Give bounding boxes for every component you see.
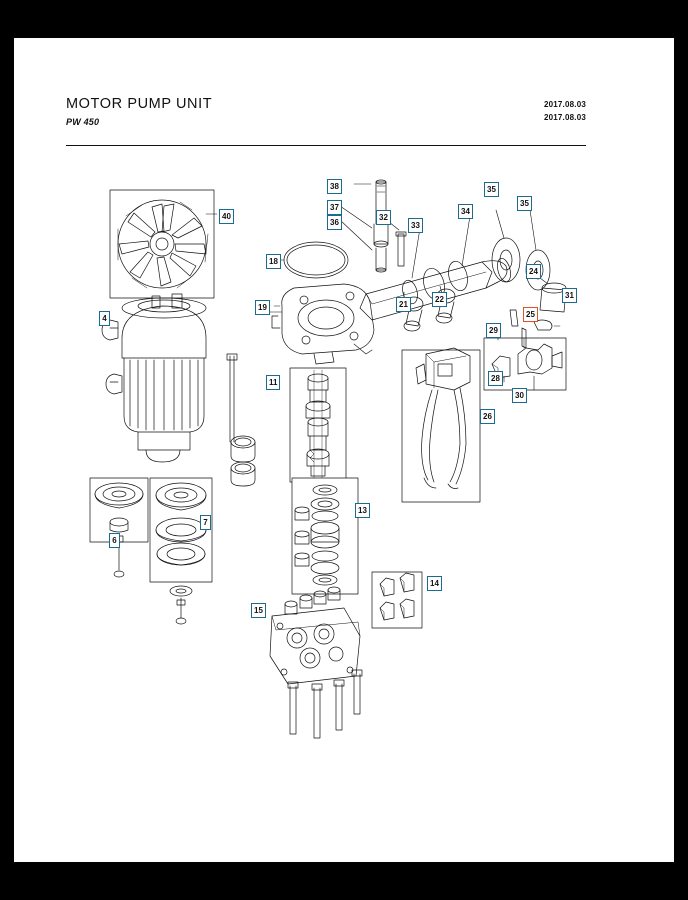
part-hose-assembly-26 [402,348,488,502]
part-plunger-group-13 [292,478,358,594]
callout-24[interactable]: 24 [526,264,541,279]
callout-35-left[interactable]: 35 [484,182,499,197]
callout-28[interactable]: 28 [488,371,503,386]
callout-31[interactable]: 31 [562,288,577,303]
date-primary: 2017.08.03 [543,100,586,109]
callout-7[interactable]: 7 [200,515,211,530]
callout-21[interactable]: 21 [396,297,411,312]
callout-26[interactable]: 26 [480,409,495,424]
model-subtitle: PW 450 [66,117,100,127]
callout-30[interactable]: 30 [512,388,527,403]
part-top-column [340,180,388,272]
part-pump-head-15 [270,587,362,738]
part-pin-32 [389,222,406,266]
callout-29[interactable]: 29 [486,323,501,338]
part-seal-kit-7 [150,478,212,624]
page-title: MOTOR PUMP UNIT [66,96,213,112]
part-fan-40 [110,190,217,298]
callout-34[interactable]: 34 [458,204,473,219]
callout-13[interactable]: 13 [355,503,370,518]
part-fittings-14 [372,572,422,628]
callout-32[interactable]: 32 [376,210,391,225]
callout-25[interactable]: 25 [523,307,538,322]
callout-19[interactable]: 19 [255,300,270,315]
callout-22[interactable]: 22 [432,292,447,307]
date-secondary: 2017.08.03 [543,113,586,122]
callout-36[interactable]: 36 [327,215,342,230]
callout-15[interactable]: 15 [251,603,266,618]
part-oring-18 [272,242,348,278]
callout-40[interactable]: 40 [219,209,234,224]
part-tie-rods [227,354,255,486]
callout-11[interactable]: 11 [266,375,280,390]
callout-6[interactable]: 6 [109,533,120,548]
exploded-parts-diagram [14,38,674,862]
part-assembly-6 [90,478,148,577]
callout-4[interactable]: 4 [99,311,110,326]
part-motor-4 [102,294,206,462]
callout-38[interactable]: 38 [327,179,342,194]
callout-33[interactable]: 33 [408,218,423,233]
callout-14[interactable]: 14 [427,576,442,591]
callout-35-right[interactable]: 35 [517,196,532,211]
callout-18[interactable]: 18 [266,254,281,269]
part-housing-19 [266,284,374,364]
callout-37[interactable]: 37 [327,200,342,215]
part-valve-stack-11 [290,368,346,482]
document-page [14,38,674,862]
